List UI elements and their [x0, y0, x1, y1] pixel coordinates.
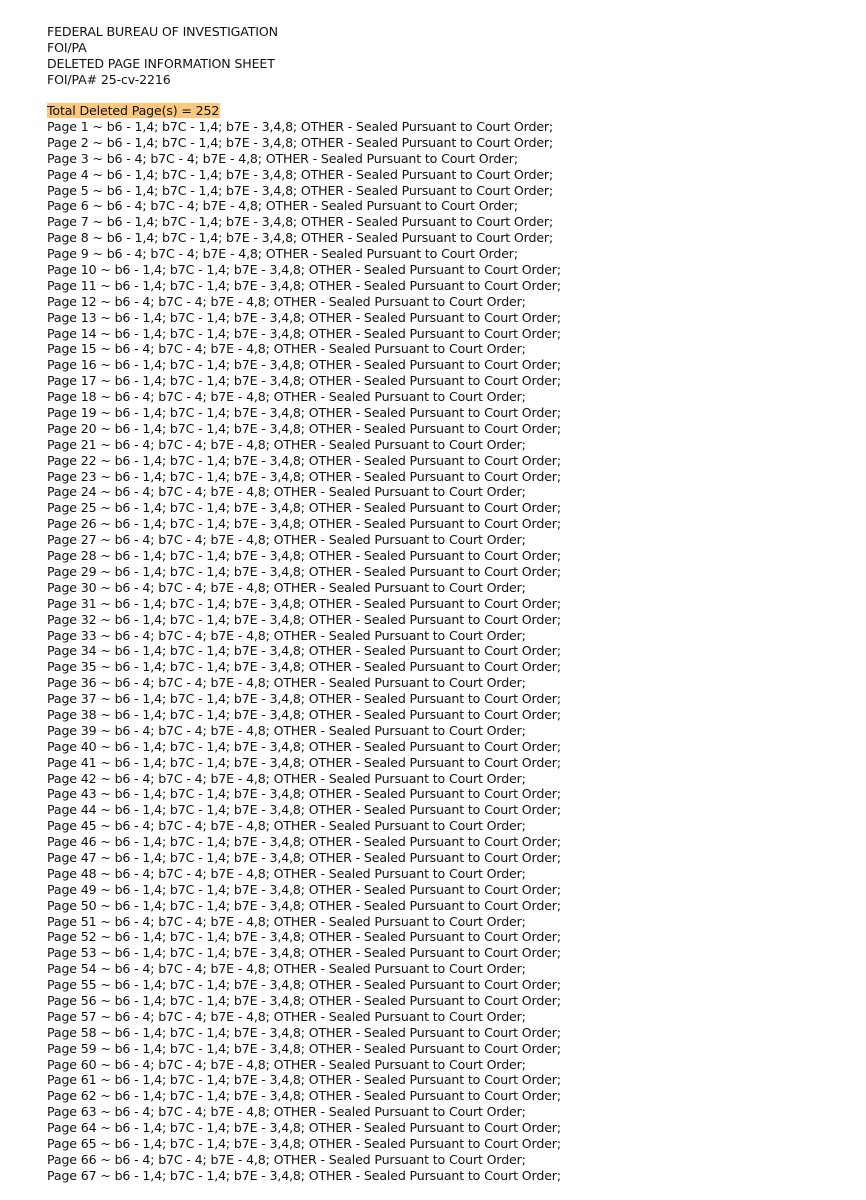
deleted-page-entry: Page 8 ~ b6 - 1,4; b7C - 1,4; b7E - 3,4,8; OTHER - Sealed Pursuant to Court Order; — [47, 230, 554, 246]
deleted-page-list — [47, 119, 847, 1184]
deleted-page-entry: Page 50 ~ b6 - 1,4; b7C - 1,4; b7E - 3,4,8; OTHER - Sealed Pursuant to Court Order; — [47, 897, 561, 913]
agency-name: FEDERAL BUREAU OF INVESTIGATION — [47, 24, 278, 39]
deleted-page-entry: Page 63 ~ b6 - 4; b7C - 4; b7E - 4,8; OTHER - Sealed Pursuant to Court Order; — [47, 1104, 526, 1120]
deleted-page-entry: Page 49 ~ b6 - 1,4; b7C - 1,4; b7E - 3,4,8; OTHER - Sealed Pursuant to Court Order; — [47, 881, 561, 897]
deleted-page-entry: Page 66 ~ b6 - 4; b7C - 4; b7E - 4,8; OTHER - Sealed Pursuant to Court Order; — [47, 1151, 526, 1167]
deleted-page-entry: Page 12 ~ b6 - 4; b7C - 4; b7E - 4,8; OTHER - Sealed Pursuant to Court Order; — [47, 293, 526, 309]
deleted-page-entry: Page 27 ~ b6 - 4; b7C - 4; b7E - 4,8; OTHER - Sealed Pursuant to Court Order; — [47, 532, 526, 548]
deleted-page-entry: Page 42 ~ b6 - 4; b7C - 4; b7E - 4,8; OTHER - Sealed Pursuant to Court Order; — [47, 770, 526, 786]
deleted-page-entry: Page 51 ~ b6 - 4; b7C - 4; b7E - 4,8; OTHER - Sealed Pursuant to Court Order; — [47, 913, 526, 929]
deleted-page-entry: Page 31 ~ b6 - 1,4; b7C - 1,4; b7E - 3,4,8; OTHER - Sealed Pursuant to Court Order; — [47, 595, 561, 611]
deleted-page-entry: Page 10 ~ b6 - 1,4; b7C - 1,4; b7E - 3,4,8; OTHER - Sealed Pursuant to Court Order; — [47, 262, 561, 278]
deleted-page-entry: Page 3 ~ b6 - 4; b7C - 4; b7E - 4,8; OTHER - Sealed Pursuant to Court Order; — [47, 150, 518, 166]
deleted-page-entry: Page 22 ~ b6 - 1,4; b7C - 1,4; b7E - 3,4,8; OTHER - Sealed Pursuant to Court Order; — [47, 452, 561, 468]
deleted-page-entry: Page 65 ~ b6 - 1,4; b7C - 1,4; b7E - 3,4,8; OTHER - Sealed Pursuant to Court Order; — [47, 1136, 561, 1151]
deleted-page-entry: Page 28 ~ b6 - 1,4; b7C - 1,4; b7E - 3,4,8; OTHER - Sealed Pursuant to Court Order; — [47, 548, 561, 564]
deleted-page-entry: Page 62 ~ b6 - 1,4; b7C - 1,4; b7E - 3,4,8; OTHER - Sealed Pursuant to Court Order; — [47, 1088, 561, 1104]
deleted-page-entry: Page 15 ~ b6 - 4; b7C - 4; b7E - 4,8; OTHER - Sealed Pursuant to Court Order; — [47, 341, 526, 357]
deleted-page-entry: Page 48 ~ b6 - 4; b7C - 4; b7E - 4,8; OTHER - Sealed Pursuant to Court Order; — [47, 865, 526, 881]
deleted-page-entry: Page 61 ~ b6 - 1,4; b7C - 1,4; b7E - 3,4,8; OTHER - Sealed Pursuant to Court Order; — [47, 1072, 561, 1088]
deleted-page-entry: Page 59 ~ b6 - 1,4; b7C - 1,4; b7E - 3,4,8; OTHER - Sealed Pursuant to Court Order; — [47, 1040, 561, 1056]
deleted-page-entry: Page 25 ~ b6 - 1,4; b7C - 1,4; b7E - 3,4,8; OTHER - Sealed Pursuant to Court Order; — [47, 500, 561, 516]
deleted-page-entry: Page 57 ~ b6 - 4; b7C - 4; b7E - 4,8; OTHER - Sealed Pursuant to Court Order; — [47, 1008, 526, 1024]
deleted-page-entry: Page 41 ~ b6 - 1,4; b7C - 1,4; b7E - 3,4,8; OTHER - Sealed Pursuant to Court Order; — [47, 754, 561, 770]
deleted-page-entry: Page 14 ~ b6 - 1,4; b7C - 1,4; b7E - 3,4,8; OTHER - Sealed Pursuant to Court Order; — [47, 325, 561, 341]
deleted-page-entry: Page 30 ~ b6 - 4; b7C - 4; b7E - 4,8; OTHER - Sealed Pursuant to Court Order; — [47, 579, 526, 595]
deleted-page-entry: Page 33 ~ b6 - 4; b7C - 4; b7E - 4,8; OTHER - Sealed Pursuant to Court Order; — [47, 627, 526, 643]
deleted-page-entry: Page 67 ~ b6 - 1,4; b7C - 1,4; b7E - 3,4,8; OTHER - Sealed Pursuant to Court Order; — [47, 1167, 561, 1183]
deleted-page-entry: Page 7 ~ b6 - 1,4; b7C - 1,4; b7E - 3,4,8; OTHER - Sealed Pursuant to Court Order; — [47, 214, 554, 230]
deleted-page-entry: Page 54 ~ b6 - 4; b7C - 4; b7E - 4,8; OTHER - Sealed Pursuant to Court Order; — [47, 961, 526, 977]
deleted-page-entry: Page 6 ~ b6 - 4; b7C - 4; b7E - 4,8; OTHER - Sealed Pursuant to Court Order; — [47, 198, 518, 214]
deleted-page-entry: Page 23 ~ b6 - 1,4; b7C - 1,4; b7E - 3,4,8; OTHER - Sealed Pursuant to Court Order; — [47, 468, 561, 484]
sheet-title: DELETED PAGE INFORMATION SHEET — [47, 56, 275, 71]
deleted-page-entry: Page 44 ~ b6 - 1,4; b7C - 1,4; b7E - 3,4,8; OTHER - Sealed Pursuant to Court Order; — [47, 802, 561, 818]
deleted-page-entry: Page 5 ~ b6 - 1,4; b7C - 1,4; b7E - 3,4,8; OTHER - Sealed Pursuant to Court Order; — [47, 182, 554, 198]
deleted-page-entry: Page 18 ~ b6 - 4; b7C - 4; b7E - 4,8; OTHER - Sealed Pursuant to Court Order; — [47, 389, 526, 405]
deleted-page-entry: Page 39 ~ b6 - 4; b7C - 4; b7E - 4,8; OTHER - Sealed Pursuant to Court Order; — [47, 722, 526, 738]
deleted-page-entry: Page 64 ~ b6 - 1,4; b7C - 1,4; b7E - 3,4,8; OTHER - Sealed Pursuant to Court Order; — [47, 1120, 561, 1136]
header-spacer — [47, 88, 847, 103]
total-deleted-pages-line — [47, 103, 847, 119]
case-number: FOI/PA# 25-cv-2216 — [47, 72, 171, 87]
deleted-page-entry: Page 11 ~ b6 - 1,4; b7C - 1,4; b7E - 3,4,8; OTHER - Sealed Pursuant to Court Order; — [47, 277, 561, 293]
deleted-page-entry: Page 16 ~ b6 - 1,4; b7C - 1,4; b7E - 3,4,8; OTHER - Sealed Pursuant to Court Order; — [47, 357, 561, 373]
deleted-page-entry: Page 56 ~ b6 - 1,4; b7C - 1,4; b7E - 3,4,8; OTHER - Sealed Pursuant to Court Order; — [47, 992, 561, 1008]
deleted-page-entry: Page 9 ~ b6 - 4; b7C - 4; b7E - 4,8; OTHER - Sealed Pursuant to Court Order; — [47, 246, 518, 262]
deleted-page-entry: Page 55 ~ b6 - 1,4; b7C - 1,4; b7E - 3,4,8; OTHER - Sealed Pursuant to Court Order; — [47, 977, 561, 993]
deleted-page-entry: Page 43 ~ b6 - 1,4; b7C - 1,4; b7E - 3,4,8; OTHER - Sealed Pursuant to Court Order; — [47, 786, 561, 802]
deleted-page-entry: Page 19 ~ b6 - 1,4; b7C - 1,4; b7E - 3,4,8; OTHER - Sealed Pursuant to Court Order; — [47, 405, 561, 421]
deleted-page-entry: Page 26 ~ b6 - 1,4; b7C - 1,4; b7E - 3,4,8; OTHER - Sealed Pursuant to Court Order; — [47, 516, 561, 532]
deleted-page-entry: Page 32 ~ b6 - 1,4; b7C - 1,4; b7E - 3,4,8; OTHER - Sealed Pursuant to Court Order; — [47, 611, 561, 627]
deleted-page-entry: Page 4 ~ b6 - 1,4; b7C - 1,4; b7E - 3,4,8; OTHER - Sealed Pursuant to Court Order; — [47, 166, 554, 182]
division-name: FOI/PA — [47, 40, 87, 55]
deleted-page-entry: Page 53 ~ b6 - 1,4; b7C - 1,4; b7E - 3,4,8; OTHER - Sealed Pursuant to Court Order; — [47, 945, 561, 961]
deleted-page-entry: Page 34 ~ b6 - 1,4; b7C - 1,4; b7E - 3,4,8; OTHER - Sealed Pursuant to Court Order; — [47, 643, 561, 659]
deleted-page-entry: Page 24 ~ b6 - 4; b7C - 4; b7E - 4,8; OTHER - Sealed Pursuant to Court Order; — [47, 484, 526, 500]
deleted-page-entry: Page 58 ~ b6 - 1,4; b7C - 1,4; b7E - 3,4,8; OTHER - Sealed Pursuant to Court Order; — [47, 1024, 561, 1040]
deleted-page-entry: Page 40 ~ b6 - 1,4; b7C - 1,4; b7E - 3,4,8; OTHER - Sealed Pursuant to Court Order; — [47, 738, 561, 754]
deleted-page-entry: Page 36 ~ b6 - 4; b7C - 4; b7E - 4,8; OTHER - Sealed Pursuant to Court Order; — [47, 675, 526, 691]
deleted-page-entry: Page 46 ~ b6 - 1,4; b7C - 1,4; b7E - 3,4,8; OTHER - Sealed Pursuant to Court Order; — [47, 834, 561, 850]
deleted-page-entry: Page 2 ~ b6 - 1,4; b7C - 1,4; b7E - 3,4,8; OTHER - Sealed Pursuant to Court Order; — [47, 134, 554, 150]
deleted-page-entry: Page 37 ~ b6 - 1,4; b7C - 1,4; b7E - 3,4,8; OTHER - Sealed Pursuant to Court Order; — [47, 691, 561, 707]
deleted-page-entry: Page 60 ~ b6 - 4; b7C - 4; b7E - 4,8; OTHER - Sealed Pursuant to Court Order; — [47, 1056, 526, 1072]
deleted-page-entry: Page 38 ~ b6 - 1,4; b7C - 1,4; b7E - 3,4,8; OTHER - Sealed Pursuant to Court Order; — [47, 706, 561, 722]
deleted-page-entry: Page 29 ~ b6 - 1,4; b7C - 1,4; b7E - 3,4,8; OTHER - Sealed Pursuant to Court Order; — [47, 563, 561, 579]
document-header — [47, 24, 847, 88]
deleted-page-entry: Page 35 ~ b6 - 1,4; b7C - 1,4; b7E - 3,4,8; OTHER - Sealed Pursuant to Court Order; — [47, 659, 561, 675]
document-page — [47, 24, 847, 1184]
deleted-page-entry: Page 20 ~ b6 - 1,4; b7C - 1,4; b7E - 3,4,8; OTHER - Sealed Pursuant to Court Order; — [47, 420, 561, 436]
deleted-page-entry: Page 13 ~ b6 - 1,4; b7C - 1,4; b7E - 3,4,8; OTHER - Sealed Pursuant to Court Order; — [47, 309, 561, 325]
deleted-page-entry: Page 52 ~ b6 - 1,4; b7C - 1,4; b7E - 3,4,8; OTHER - Sealed Pursuant to Court Order; — [47, 929, 561, 945]
deleted-page-entry: Page 1 ~ b6 - 1,4; b7C - 1,4; b7E - 3,4,8; OTHER - Sealed Pursuant to Court Order; — [47, 119, 554, 134]
total-deleted-pages: Total Deleted Page(s) = 252 — [47, 103, 220, 118]
deleted-page-entry: Page 17 ~ b6 - 1,4; b7C - 1,4; b7E - 3,4,8; OTHER - Sealed Pursuant to Court Order; — [47, 373, 561, 389]
deleted-page-entry: Page 45 ~ b6 - 4; b7C - 4; b7E - 4,8; OTHER - Sealed Pursuant to Court Order; — [47, 818, 526, 834]
deleted-page-entry: Page 47 ~ b6 - 1,4; b7C - 1,4; b7E - 3,4,8; OTHER - Sealed Pursuant to Court Order; — [47, 849, 561, 865]
deleted-page-entry: Page 21 ~ b6 - 4; b7C - 4; b7E - 4,8; OTHER - Sealed Pursuant to Court Order; — [47, 436, 526, 452]
